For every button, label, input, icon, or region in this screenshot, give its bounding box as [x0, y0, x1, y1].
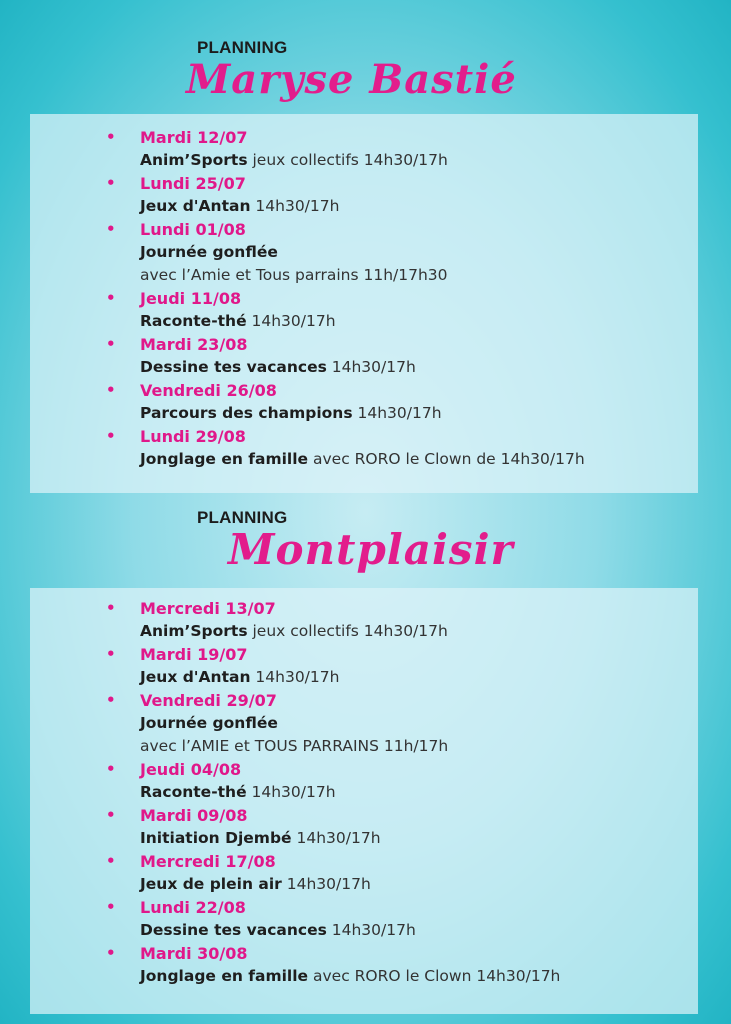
- entry-date: Lundi 01/08: [140, 220, 246, 239]
- entry-date: Mercredi 17/08: [140, 852, 276, 871]
- list-item: [118, 804, 560, 850]
- entry-details: 14h30/17h: [246, 783, 336, 801]
- list-item: [118, 850, 560, 896]
- entry-activity: Jeux d'Antan: [140, 668, 251, 686]
- entry-date: Vendredi 26/08: [140, 381, 277, 400]
- entry-date: Lundi 22/08: [140, 898, 246, 917]
- entry-extra: avec l’AMIE et TOUS PARRAINS 11h/17h: [140, 737, 449, 755]
- entry-date: Jeudi 04/08: [140, 760, 242, 779]
- entry-date: Jeudi 11/08: [140, 289, 242, 308]
- entry-activity: Jonglage en famille: [140, 450, 309, 468]
- list-item: [118, 689, 560, 758]
- entry-date: Mardi 09/08: [140, 806, 248, 825]
- entry-date: Mardi 19/07: [140, 645, 248, 664]
- schedule-list-2: [118, 597, 560, 988]
- list-item: [118, 942, 560, 988]
- planning-label-1: PLANNING: [197, 38, 288, 57]
- entry-details: 14h30/17h: [352, 404, 442, 422]
- entry-activity: Anim’Sports: [140, 151, 248, 169]
- entry-details: 14h30/17h: [291, 829, 381, 847]
- entry-activity: Dessine tes vacances: [140, 921, 327, 939]
- entry-activity: Jeux d'Antan: [140, 197, 251, 215]
- entry-date: Mardi 30/08: [140, 944, 248, 963]
- entry-details: 14h30/17h: [326, 358, 416, 376]
- entry-activity: Dessine tes vacances: [140, 358, 327, 376]
- entry-details: 14h30/17h: [250, 197, 340, 215]
- entry-details: jeux collectifs 14h30/17h: [247, 151, 448, 169]
- list-item: [118, 758, 560, 804]
- entry-date: Lundi 25/07: [140, 174, 246, 193]
- section-title-montplaisir: Montplaisir: [228, 525, 514, 574]
- entry-details: avec RORO le Clown 14h30/17h: [308, 967, 561, 985]
- list-item: [118, 172, 585, 218]
- planning-label-2: PLANNING: [197, 508, 288, 527]
- list-item: [118, 425, 585, 471]
- entry-activity: Raconte-thé: [140, 312, 247, 330]
- list-item: [118, 379, 585, 425]
- entry-date: Mardi 23/08: [140, 335, 248, 354]
- entry-details: 14h30/17h: [326, 921, 416, 939]
- list-item: [118, 896, 560, 942]
- entry-activity: Raconte-thé: [140, 783, 247, 801]
- list-item: [118, 333, 585, 379]
- list-item: [118, 126, 585, 172]
- list-item: [118, 643, 560, 689]
- section-title-maryse-bastie: Maryse Bastié: [186, 56, 517, 103]
- entry-date: Lundi 29/08: [140, 427, 246, 446]
- list-item: [118, 287, 585, 333]
- entry-date: Mardi 12/07: [140, 128, 248, 147]
- entry-activity: Journée gonflée: [140, 243, 278, 261]
- entry-details: 14h30/17h: [281, 875, 371, 893]
- entry-details: jeux collectifs 14h30/17h: [247, 622, 448, 640]
- entry-activity: Parcours des champions: [140, 404, 353, 422]
- entry-activity: Anim’Sports: [140, 622, 248, 640]
- entry-activity: Jeux de plein air: [140, 875, 282, 893]
- list-item: [118, 597, 560, 643]
- entry-details: avec RORO le Clown de 14h30/17h: [308, 450, 585, 468]
- entry-extra: avec l’Amie et Tous parrains 11h/17h30: [140, 266, 448, 284]
- schedule-list-1: [118, 126, 585, 471]
- entry-details: 14h30/17h: [250, 668, 340, 686]
- entry-date: Vendredi 29/07: [140, 691, 277, 710]
- entry-activity: Initiation Djembé: [140, 829, 292, 847]
- list-item: [118, 218, 585, 287]
- entry-details: 14h30/17h: [246, 312, 336, 330]
- entry-activity: Jonglage en famille: [140, 967, 309, 985]
- entry-date: Mercredi 13/07: [140, 599, 276, 618]
- entry-activity: Journée gonflée: [140, 714, 278, 732]
